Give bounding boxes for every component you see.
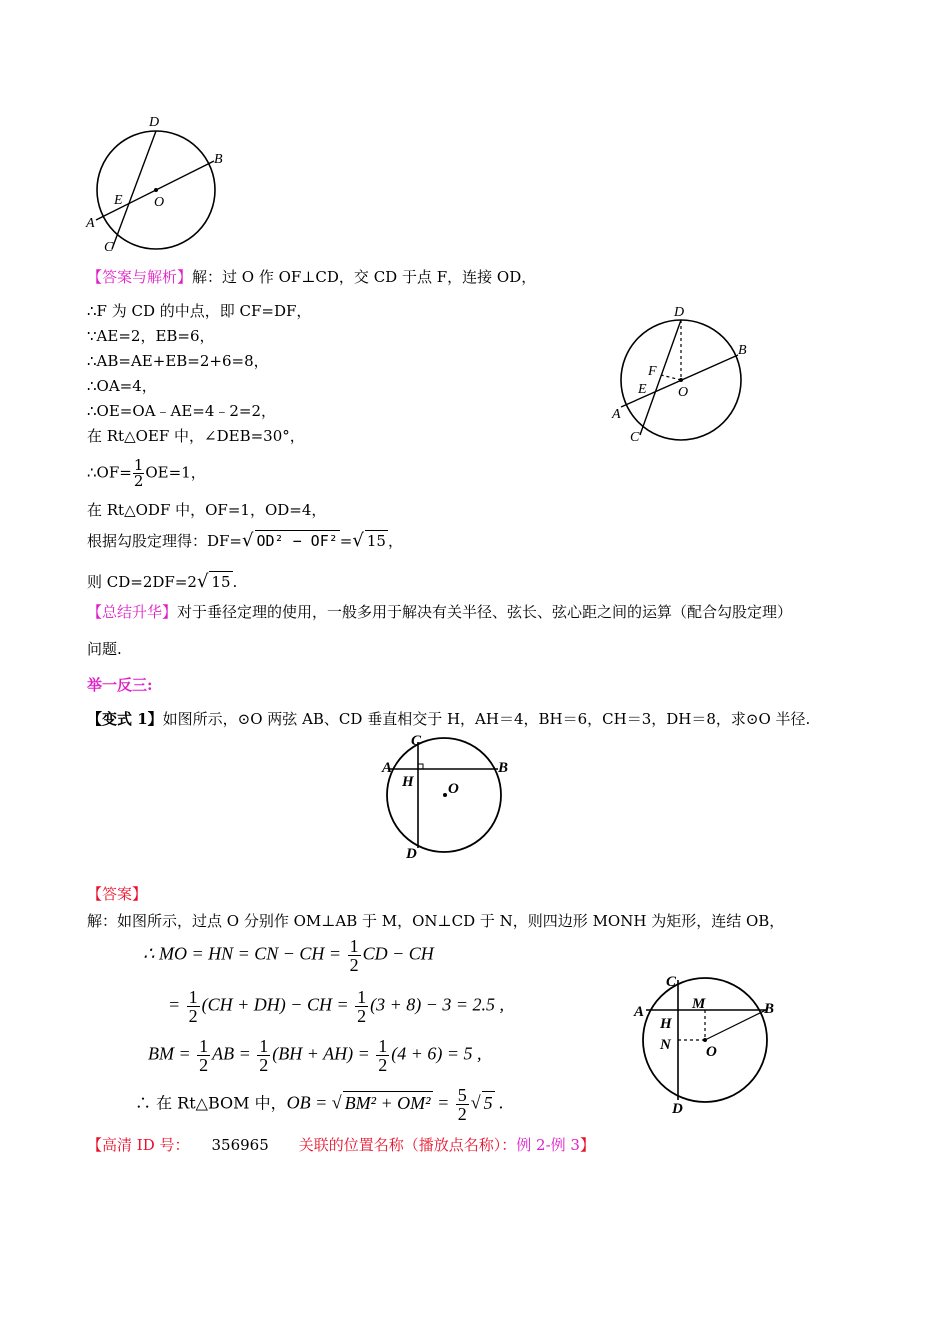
solution-cd-line <box>87 571 237 592</box>
eq1-lhs: ∴ MO = HN = CN − CH = <box>143 943 346 964</box>
fraction-denominator: 2 <box>349 955 359 975</box>
fig2-label-e: E <box>638 382 647 397</box>
fraction-denominator: 2 <box>188 1006 198 1026</box>
eq3-rhs: (4 + 6) = 5 , <box>391 1043 482 1064</box>
fig1-label-a: A <box>86 216 95 231</box>
fig3-label-d: D <box>406 846 417 862</box>
figure-perpendicular-chords-2 <box>630 968 780 1118</box>
fraction <box>376 1037 389 1074</box>
fig3-label-a: A <box>382 760 393 776</box>
pyth-prefix: 根据勾股定理得：DF= <box>87 532 243 550</box>
eq2-rhs: (3 + 8) − 3 = 2.5 , <box>370 994 505 1015</box>
fraction <box>257 1037 270 1074</box>
fig2-label-f: F <box>648 364 657 379</box>
footer-line <box>87 1135 595 1155</box>
fig4-label-c: C <box>666 974 677 990</box>
of-prefix: ∴OF= <box>87 463 132 482</box>
fig2-label-d: D <box>674 305 685 320</box>
radical-sign: √ <box>242 530 254 551</box>
fraction-numerator: 1 <box>133 456 144 474</box>
summary-text: 对于垂径定理的使用，一般多用于解决有关半径、弦长、弦心距之间的运算（配合勾股定理） <box>177 603 793 621</box>
fig1-label-e: E <box>114 193 123 208</box>
fraction-numerator: 5 <box>457 1085 467 1105</box>
fraction <box>197 1037 210 1074</box>
eq4-radicand-2: 5 <box>483 1092 493 1113</box>
fig2-label-a: A <box>612 407 621 422</box>
fig1-label-d: D <box>149 115 160 130</box>
fraction-numerator: 1 <box>259 1036 269 1056</box>
fig3-label-c: C <box>411 733 422 749</box>
radical-sign: √ <box>196 571 209 592</box>
solution-pythagoras-line <box>87 530 403 551</box>
solution-intro-text: 解：过 O 作 OF⊥CD，交 CD 于点 F，连接 OD， <box>192 268 537 286</box>
solution-odf-line: 在 Rt△ODF 中，OF=1，OD=4， <box>87 501 327 519</box>
fig4-label-h: H <box>660 1016 672 1032</box>
fig4-label-o: O <box>706 1044 717 1060</box>
fig2-label-o: O <box>678 385 689 400</box>
fraction <box>187 988 200 1025</box>
fraction <box>355 988 368 1025</box>
equation-mo-value <box>168 988 504 1025</box>
fig1-label-c: C <box>104 240 114 255</box>
summary-line <box>87 602 792 622</box>
fraction-denominator: 2 <box>199 1055 209 1075</box>
summary-tag: 【总结升华】 <box>87 603 178 621</box>
eq3-mid2: (BH + AH) = <box>272 1043 375 1064</box>
footer-close: 】 <box>579 1136 595 1154</box>
variant-tag: 【变式 1】 <box>87 710 163 728</box>
pyth-end: ， <box>387 532 403 550</box>
footer-example: 例 2-例 3 <box>516 1136 580 1154</box>
eq4-prefix: ∴ 在 Rt△BOM 中， <box>135 1093 287 1113</box>
eq2-mid: (CH + DH) − CH = <box>201 994 354 1015</box>
fraction-denominator: 2 <box>378 1055 388 1075</box>
fig4-label-n: N <box>660 1037 671 1053</box>
eq1-rhs: CD − CH <box>362 943 434 964</box>
summary-text-continued: 问题. <box>87 640 122 658</box>
fig4-label-b: B <box>764 1001 775 1017</box>
figure-perpendicular-chords-1 <box>378 732 518 862</box>
eq4-radicand: BM² + OM² <box>344 1092 431 1113</box>
fraction-denominator: 2 <box>259 1055 269 1075</box>
pyth-result: 15 <box>366 532 386 550</box>
fraction <box>456 1086 469 1123</box>
radical-sign: √ <box>331 1092 342 1113</box>
of-suffix: OE=1， <box>145 463 206 482</box>
eq4-lhs: OB = <box>286 1092 332 1113</box>
solution-tag: 【答案与解析】 <box>87 268 193 286</box>
footer-id: 356965 <box>211 1136 269 1154</box>
cd-radicand: 15 <box>211 573 231 591</box>
eq4-end: . <box>494 1092 504 1113</box>
equation-bm <box>148 1037 482 1074</box>
fig4-label-a: A <box>634 1004 645 1020</box>
radical-sign: √ <box>470 1092 481 1113</box>
cd-prefix: 则 CD=2DF=2 <box>87 573 197 591</box>
fraction-half <box>133 458 145 489</box>
solution-line: ∴AB=AE+EB=2+6=8， <box>87 352 269 370</box>
fraction-numerator: 1 <box>349 936 359 956</box>
solution-line: ∵AE=2，EB=6， <box>87 327 215 345</box>
variant-line <box>87 709 810 729</box>
fraction-numerator: 1 <box>357 987 367 1007</box>
equation-ob <box>135 1086 504 1123</box>
solution-of-line <box>87 458 206 489</box>
solution-line: ∴OA=4， <box>87 377 157 395</box>
solution-intro <box>87 267 536 287</box>
fig1-label-o: O <box>154 195 165 210</box>
fraction <box>348 937 361 974</box>
equation-mo <box>143 937 434 974</box>
pyth-radicand: OD² − OF² <box>256 532 338 550</box>
eq3-lhs: BM = <box>148 1043 196 1064</box>
pyth-equals: = <box>339 532 353 550</box>
fig2-label-c: C <box>630 430 640 445</box>
fig3-label-b: B <box>498 760 509 776</box>
fraction-denominator: 2 <box>133 472 144 490</box>
eq4-eq: = <box>432 1092 454 1113</box>
answer-tag: 【答案】 <box>87 885 148 903</box>
answer-text: 解：如图所示，过点 O 分别作 OM⊥AB 于 M，ON⊥CD 于 N，则四边形 MONH 为矩形，连结 OB， <box>87 912 785 930</box>
fig2-label-b: B <box>738 343 747 358</box>
fig1-label-b: B <box>214 152 223 167</box>
solution-line: ∴F 为 CD 的中点，即 CF=DF， <box>87 302 312 320</box>
radical-sign: √ <box>352 530 364 551</box>
fig4-label-d: D <box>672 1101 683 1117</box>
fig3-label-h: H <box>402 774 414 790</box>
solution-line: ∴OE=OA﹣AE=4﹣2=2， <box>87 402 277 420</box>
figure-circle-chord-1 <box>82 110 232 260</box>
fraction-denominator: 2 <box>357 1006 367 1026</box>
figure-circle-chord-2 <box>606 300 766 450</box>
practice-heading: 举一反三: <box>87 676 153 694</box>
eq3-mid: AB = <box>212 1043 256 1064</box>
solution-line: 在 Rt△OEF 中，∠DEB=30°， <box>87 427 305 445</box>
cd-end: . <box>232 573 238 591</box>
footer-tag: 【高清 ID 号： <box>87 1136 190 1154</box>
footer-assoc: 关联的位置名称（播放点名称）： <box>298 1136 517 1154</box>
fig4-label-m: M <box>692 996 706 1012</box>
fraction-numerator: 1 <box>188 987 198 1007</box>
fraction-numerator: 1 <box>378 1036 388 1056</box>
fig3-label-o: O <box>448 781 459 797</box>
fraction-denominator: 2 <box>457 1104 467 1124</box>
variant-text: 如图所示，⊙O 两弦 AB、CD 垂直相交于 H，AH＝4，BH＝6，CH＝3，DH＝8，求⊙O 半径. <box>162 710 811 728</box>
fraction-numerator: 1 <box>199 1036 209 1056</box>
eq2-eq: = <box>168 994 185 1015</box>
